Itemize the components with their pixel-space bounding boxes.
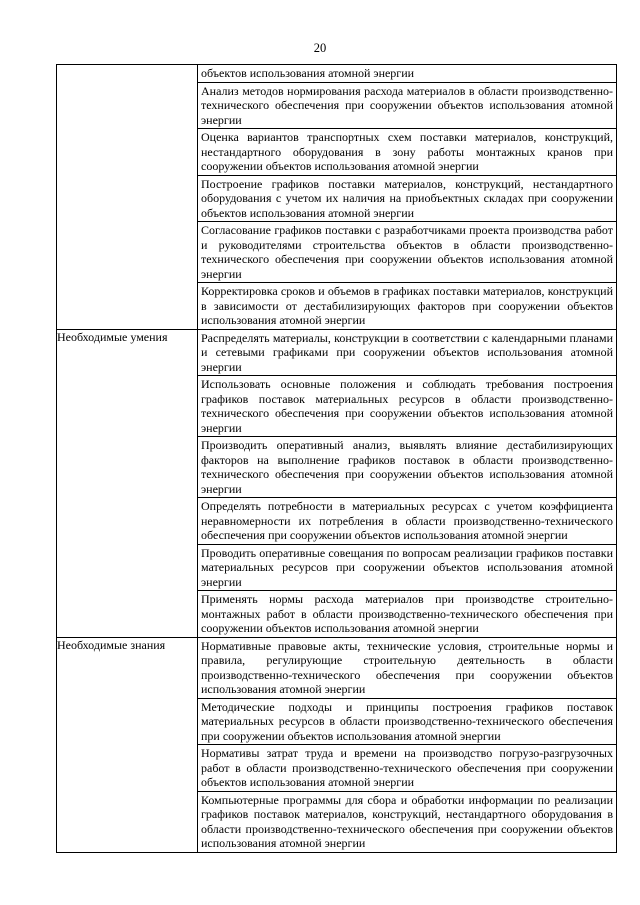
row-items <box>198 65 617 330</box>
list-item: Методические подходы и принципы построения графиков поставок материальных ресурсов в области производственно-технического обеспечения при сооружении объектов использования атомной энергии <box>198 698 616 745</box>
row-label <box>57 65 198 330</box>
list-item: Оценка вариантов транспортных схем поставки материалов, конструкций, нестандартного оборудования в зону работы монтажных кранов при сооружении объектов использования атомной энергии <box>198 128 616 175</box>
list-item: Корректировка сроков и объемов в графиках поставки материалов, конструкций в зависимости от дестабилизирующих факторов при сооружении объектов использования атомной энергии <box>198 282 616 329</box>
list-item: Использовать основные положения и соблюдать требования построения графиков поставок материальных ресурсов в области производственно-технического обеспечения при сооружении объектов использования атомной энергии <box>198 375 616 436</box>
list-item: объектов использования атомной энергии <box>201 66 415 80</box>
list-item: Проводить оперативные совещания по вопросам реализации графиков поставки материальных ресурсов при сооружении объектов использования атомной энергии <box>198 544 616 591</box>
table-row <box>57 637 617 852</box>
row-label: Необходимые знания <box>57 637 198 852</box>
list-item: Согласование графиков поставки с разработчиками проекта производства работ и руководителями строительства объектов в области производственно-технического обеспечения при сооружении объектов использования атомной энергии <box>198 221 616 282</box>
page-number: 20 <box>313 41 327 55</box>
table-row <box>57 65 617 330</box>
row-items <box>198 329 617 637</box>
list-item: Определять потребности в материальных ресурсах с учетом коэффициента неравномерности их потребления в области производственно-технического обеспечения при сооружении объектов использования атомной энергии <box>198 497 616 544</box>
row-items <box>198 637 617 852</box>
list-item: Построение графиков поставки материалов, конструкций, нестандартного оборудования с учетом их наличия на приобъектных складах при сооружении объектов использования атомной энергии <box>198 175 616 222</box>
table-row <box>57 329 617 637</box>
list-item: Применять нормы расхода материалов при производстве строительно-монтажных работ в области производственно-технического обеспечения при сооружении объектов использования атомной энергии <box>198 590 616 637</box>
list-item: Нормативные правовые акты, технические условия, строительные нормы и правила, регулирующие строительную деятельность в области производственно-технического обеспечения при сооружении объектов использования атомной энергии <box>201 638 613 696</box>
list-item: Нормативы затрат труда и времени на производство погрузо-разгрузочных работ в области производственно-технического обеспечения при сооружении объектов использования атомной энергии <box>198 744 616 791</box>
list-item: Распределять материалы, конструкции в соответствии с календарными планами и сетевыми графиками при сооружении объектов использования атомной энергии <box>201 330 613 374</box>
list-item: Анализ методов нормирования расхода материалов в области производственно-технического обеспечения при сооружении объектов использования атомной энергии <box>198 82 616 129</box>
row-label: Необходимые умения <box>57 329 198 637</box>
competency-table-body <box>57 65 617 853</box>
competency-table <box>56 64 617 853</box>
list-item: Производить оперативный анализ, выявлять влияние дестабилизирующих факторов на выполнение графиков поставок в области производственно-технического обеспечения при сооружении объектов использования атомной энергии <box>198 436 616 497</box>
list-item: Компьютерные программы для сбора и обработки информации по реализации графиков поставок материалов, конструкций, нестандартного оборудования в области производственно-технического обеспечения при сооружении объектов использования атомной энергии <box>198 791 616 852</box>
